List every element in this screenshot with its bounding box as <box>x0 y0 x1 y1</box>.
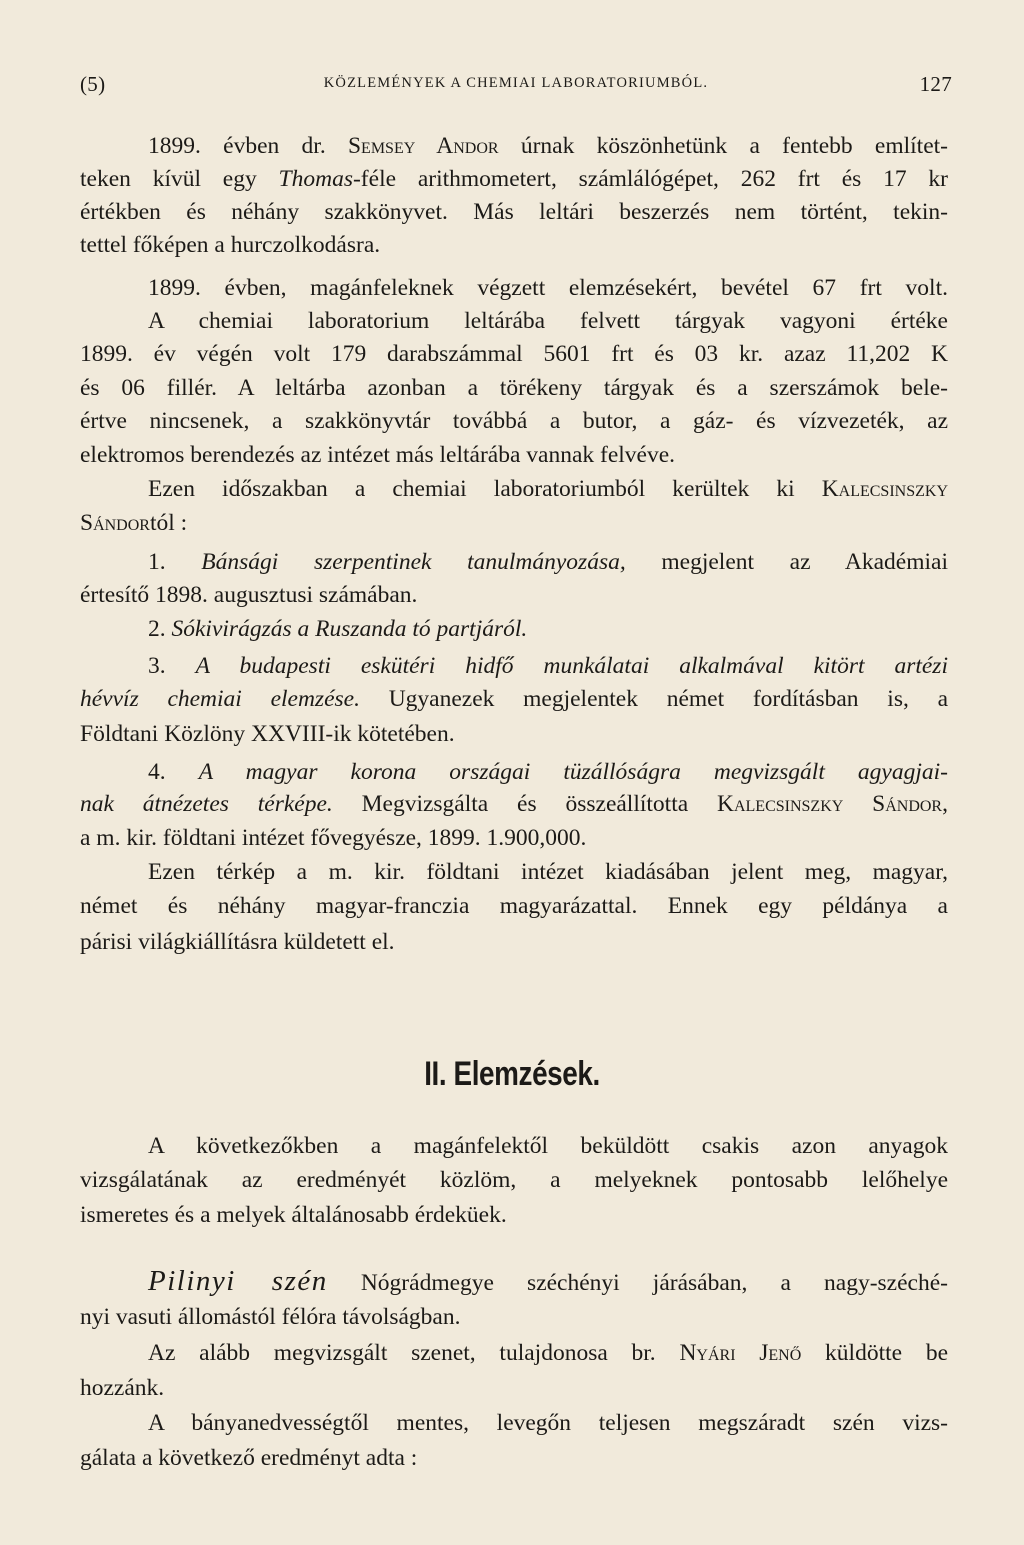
text-line: teken kívül egy Thomas-féle arithmometert, számlálógépet, 262 frt és 17 kr <box>80 166 948 192</box>
page-number: 127 <box>919 72 952 96</box>
text-line: Sándortól : <box>80 510 188 536</box>
chapter-number: (5) <box>80 72 106 96</box>
text-line: és 06 fillér. A leltárba azonban a törékeny tárgyak és a szerszámok bele- <box>80 375 948 401</box>
text-line: A bányanedvességtől mentes, levegőn teljesen megszáradt szén vizs- <box>148 1410 948 1436</box>
text-line: értesítő 1898. augusztusi számában. <box>80 582 418 608</box>
text-line: A következőkben a magánfelektől beküldött csakis azon anyagok <box>148 1133 948 1159</box>
list-item: 2. Sókivirágzás a Ruszanda tó partjáról. <box>148 616 528 642</box>
running-title: KÖZLEMÉNYEK A CHEMIAI LABORATORIUMBÓL. <box>323 75 709 91</box>
text-line: a m. kir. földtani intézet fővegyésze, 1899. 1.900,000. <box>80 825 587 851</box>
text-line: Pilinyi szén Nógrádmegye széchényi járásában, a nagy-széché- <box>148 1265 948 1297</box>
text-line: gálata a következő eredményt adta : <box>80 1445 418 1471</box>
text-line: vizsgálatának az eredményét közlöm, a melyeknek pontosabb lelőhelye <box>80 1167 948 1193</box>
text-line: Az alább megvizsgált szenet, tulajdonosa br. Nyári Jenő küldötte be <box>148 1340 948 1366</box>
list-item: 4. A magyar korona országai tüzállóságra megvizsgált agyagjai- <box>148 759 948 785</box>
text-line: ismeretes és a melyek általánosabb érdeküek. <box>80 1202 507 1228</box>
text-line: A chemiai laboratorium leltárába felvett tárgyak vagyoni értéke <box>148 308 948 334</box>
text-line: értékben és néhány szakkönyvet. Más leltári beszerzés nem történt, tekin- <box>80 199 948 225</box>
text-line: nak átnézetes térképe. Megvizsgálta és összeállította Kalecsinszky Sándor, <box>80 791 948 817</box>
list-item: 3. A budapesti eskütéri hidfő munkálatai alkalmával kitört artézi <box>148 653 948 679</box>
text-line: tettel főképen a hurczolkodásra. <box>80 232 381 258</box>
text-line: Ezen időszakban a chemiai laboratoriumból kerültek ki Kalecsinszky <box>148 476 948 502</box>
text-line: 1899. évben, magánfeleknek végzett elemzésekért, bevétel 67 frt volt. <box>148 275 948 301</box>
text-line: Ezen térkép a m. kir. földtani intézet kiadásában jelent meg, magyar, <box>148 859 948 885</box>
text-line: hozzánk. <box>80 1375 165 1401</box>
text-line: hévvíz chemiai elemzése. Ugyanezek megjelentek német fordításban is, a <box>80 686 948 712</box>
list-item: 1. Bánsági szerpentinek tanulmányozása, megjelent az Akadémiai <box>148 549 949 575</box>
text-line: német és néhány magyar-franczia magyarázattal. Ennek egy példánya a <box>80 893 948 919</box>
page-header <box>80 72 952 102</box>
text-line: 1899. év végén volt 179 darabszámmal 5601 frt és 03 kr. azaz 11,202 K <box>80 341 948 367</box>
text-line: 1899. évben dr. Semsey Andor úrnak köszönhetünk a fentebb említet- <box>148 133 948 159</box>
text-line: elektromos berendezés az intézet más leltárába vannak felvéve. <box>80 442 676 468</box>
text-line: Földtani Közlöny XXVIII-ik kötetében. <box>80 721 455 747</box>
text-line: értve nincsenek, a szakkönyvtár továbbá a butor, a gáz- és vízvezeték, az <box>80 408 948 434</box>
section-heading: II. Elemzések. <box>424 1055 600 1093</box>
text-line: párisi világkiállításra küldetett el. <box>80 929 395 955</box>
text-line: nyi vasuti állomástól félóra távolságban. <box>80 1304 461 1330</box>
